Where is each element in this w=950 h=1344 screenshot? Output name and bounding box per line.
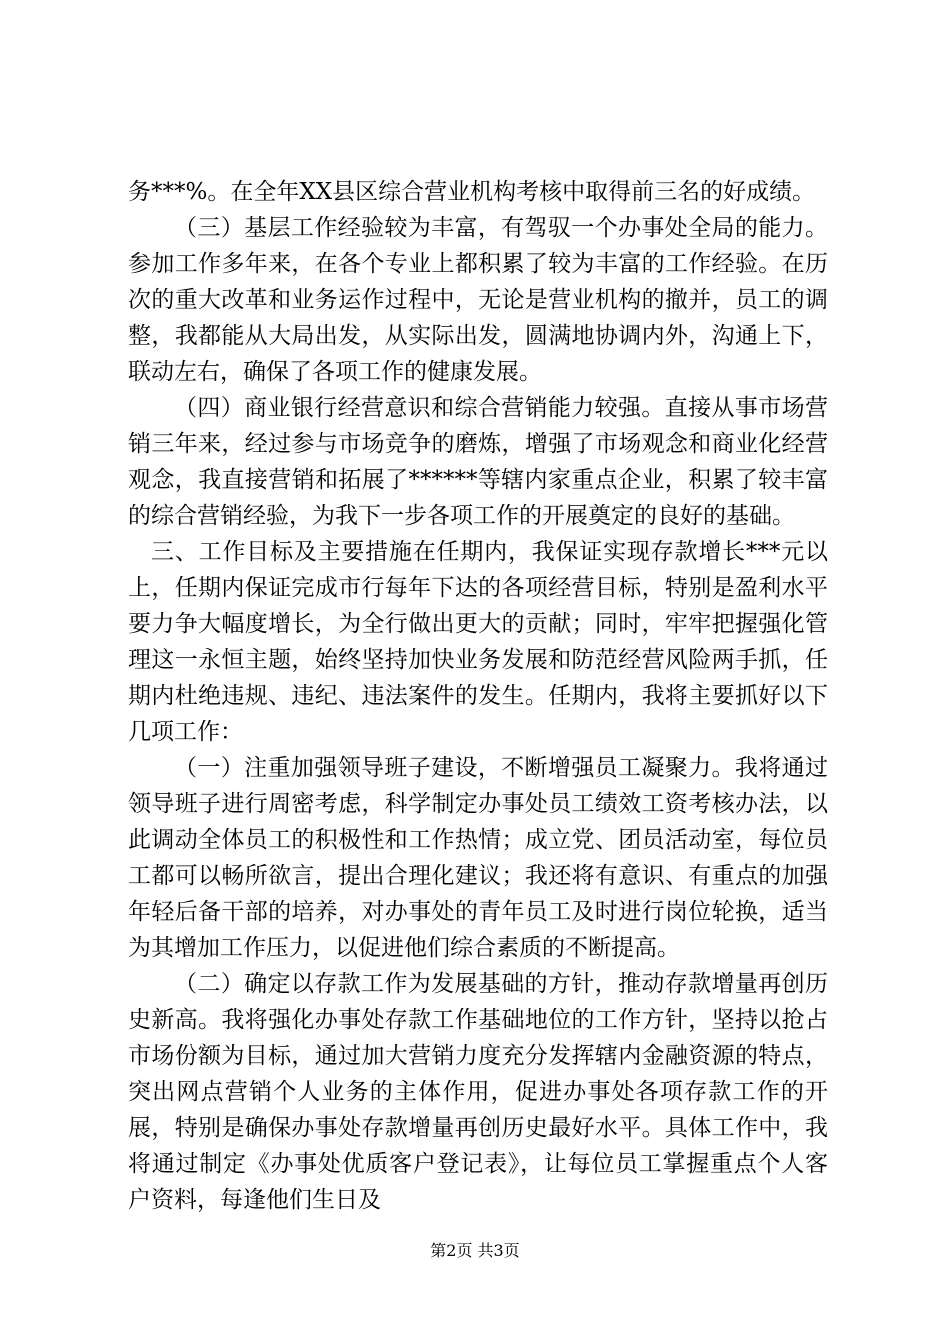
paragraph-goals-measures: 三、工作目标及主要措施在任期内，我保证实现存款增长***元以上，任期内保证完成市行每年下达的各项经营目标，特别是盈利水平要力争大幅度增长，为全行做出更大的贡献；同时，牢牢把握强化管理这一永恒主题，始终坚持加快业务发展和防范经营风险两手抓，任期内杜绝违规、违纪、违法案件的发生。任期内，我将主要抓好以下几项工作： — [128, 539, 828, 745]
paragraph-item-one: （一）注重加强领导班子建设，不断增强员工凝聚力。我将通过领导班子进行周密考虑，科学制定办事处员工绩效工资考核办法，以此调动全体员工的积极性和工作热情；成立党、团员活动室，每位员工都可以畅所欲言，提出合理化建议；我还将有意识、有重点的加强年轻后备干部的培养，对办事处的青年员工及时进行岗位轮换，适当为其增加工作压力，以促进他们综合素质的不断提高。 — [128, 755, 828, 961]
document-body — [128, 174, 828, 1218]
paragraph-continuation: 务***%。在全年XX县区综合营业机构考核中取得前三名的好成绩。 — [128, 179, 816, 205]
page-footer: 第2页 共3页 — [430, 1241, 520, 1260]
paragraph-section-three: （三）基层工作经验较为丰富，有驾驭一个办事处全局的能力。参加工作多年来，在各个专业上都积累了较为丰富的工作经验。在历次的重大改革和业务运作过程中，无论是营业机构的撤并，员工的调整，我都能从大局出发，从实际出发，圆满地协调内外，沟通上下，联动左右，确保了各项工作的健康发展。 — [128, 215, 828, 385]
paragraph-section-four: （四）商业银行经营意识和综合营销能力较强。直接从事市场营销三年来，经过参与市场竞争的磨炼，增强了市场观念和商业化经营观念，我直接营销和拓展了******等辖内家重点企业，积累了较丰富的综合营销经验，为我下一步各项工作的开展奠定的良好的基础。 — [128, 395, 828, 529]
paragraph-item-two: （二）确定以存款工作为发展基础的方针，推动存款增量再创历史新高。我将强化办事处存款工作基础地位的工作方针，坚持以抢占市场份额为目标，通过加大营销力度充分发挥辖内金融资源的特点，突出网点营销个人业务的主体作用，促进办事处各项存款工作的开展，特别是确保办事处存款增量再创历史最好水平。具体工作中，我将通过制定《办事处优质客户登记表》，让每位员工掌握重点个人客户资料，每逢他们生日及 — [128, 971, 828, 1213]
